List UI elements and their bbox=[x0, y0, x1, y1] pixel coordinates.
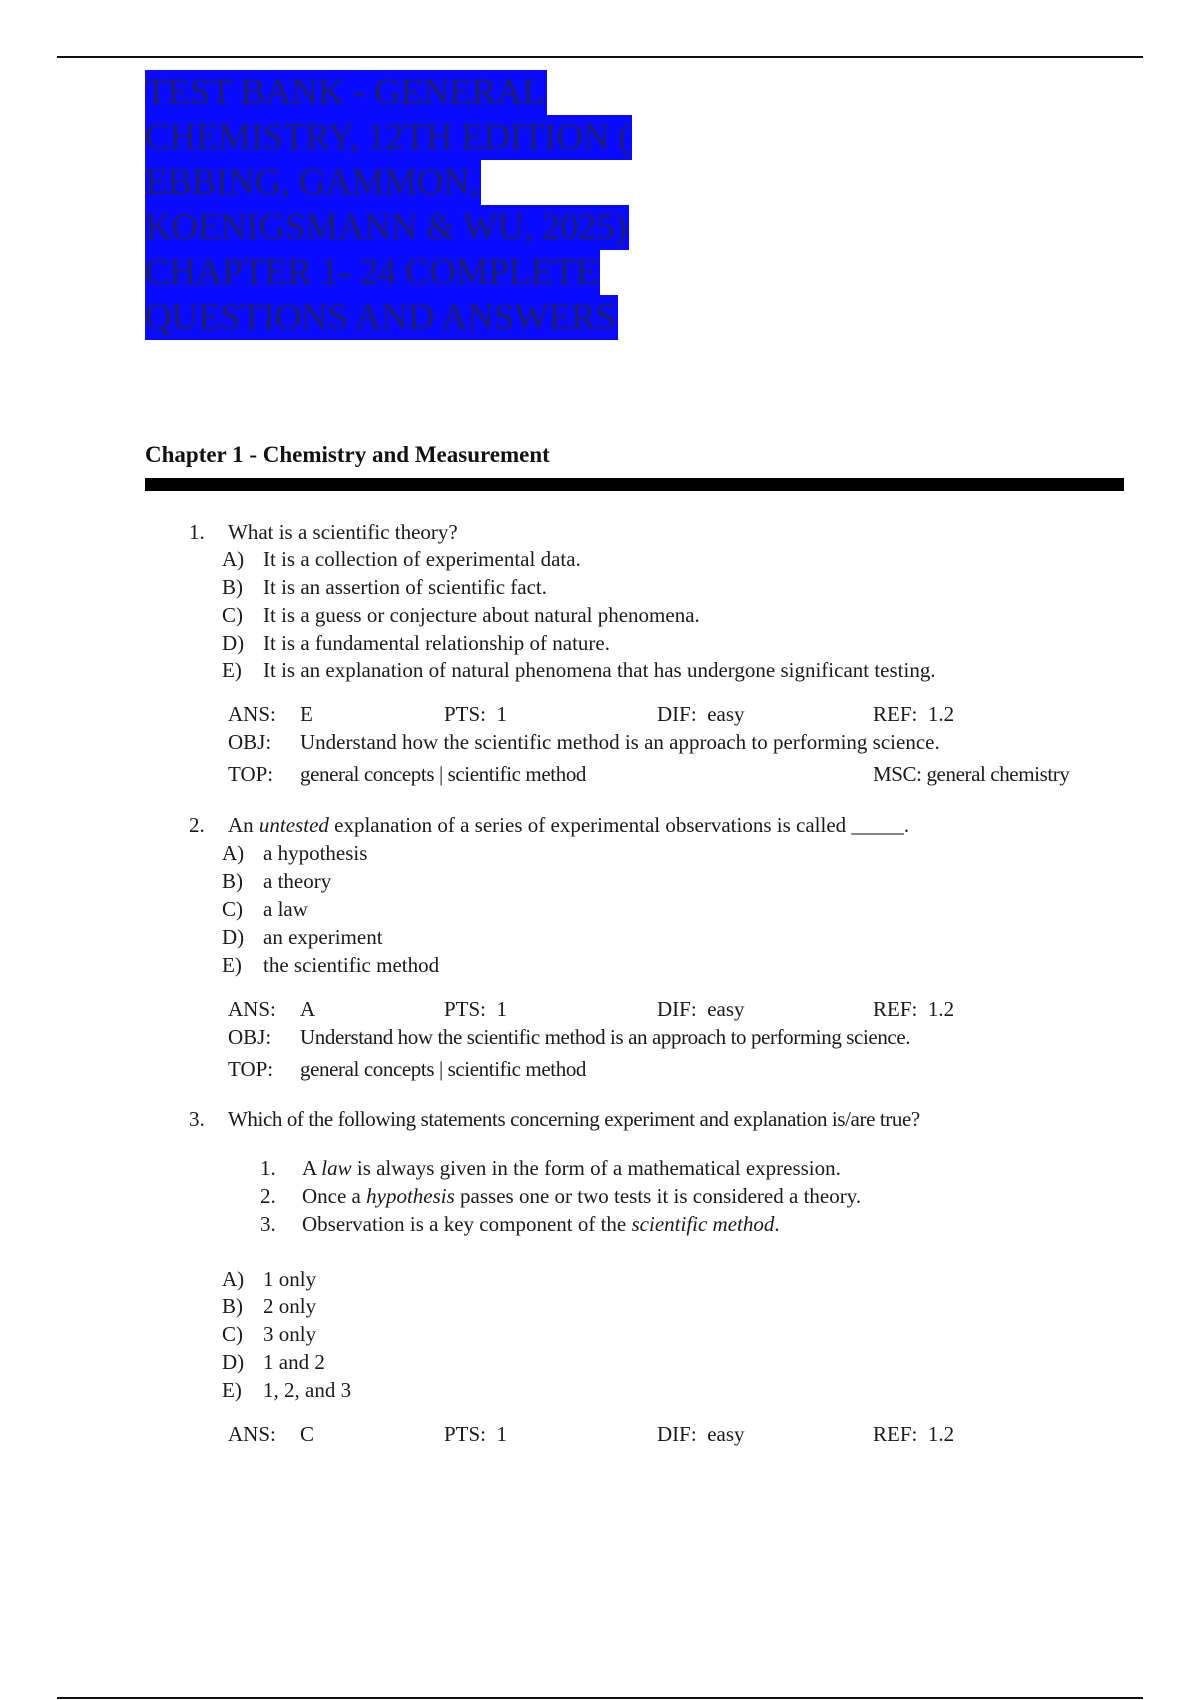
option-letter: E) bbox=[222, 953, 242, 977]
statement-emphasis: hypothesis bbox=[366, 1184, 455, 1208]
option-letter: A) bbox=[222, 841, 245, 865]
statement-number: 1. bbox=[260, 1156, 276, 1180]
ans-value: C bbox=[300, 1422, 315, 1446]
question-number: 1. bbox=[189, 520, 205, 544]
ref-field bbox=[873, 995, 954, 1023]
option-letter: D) bbox=[222, 631, 245, 655]
option-text: It is a collection of experimental data. bbox=[263, 547, 581, 571]
ref-field bbox=[873, 1420, 954, 1448]
option-letter: B) bbox=[222, 1294, 243, 1318]
top-label: TOP: bbox=[228, 762, 274, 786]
dif-label: DIF: bbox=[657, 702, 697, 726]
option-text: a law bbox=[263, 897, 308, 921]
option-letter: C) bbox=[222, 897, 243, 921]
obj-value: Understand how the scientific method is an approach to performing science. bbox=[300, 730, 940, 754]
option-text: 2 only bbox=[263, 1294, 317, 1318]
ref-value: 1.2 bbox=[927, 702, 955, 726]
option-letter: A) bbox=[222, 547, 245, 571]
stem-part: explanation of a series of experimental observations is called _____. bbox=[328, 813, 910, 837]
stem-part: An bbox=[228, 813, 259, 837]
pts-field bbox=[444, 700, 507, 728]
ans-value: A bbox=[300, 997, 316, 1021]
statement-part: passes one or two tests it is considered a theory. bbox=[454, 1184, 862, 1208]
statement-text bbox=[302, 1182, 861, 1210]
page-bottom-rule bbox=[57, 1697, 1143, 1699]
option-letter: C) bbox=[222, 1322, 243, 1346]
title-line: CHEMISTRY, 12TH EDITION ( bbox=[145, 117, 631, 158]
statement-text bbox=[302, 1210, 780, 1238]
obj-value: Understand how the scientific method is an approach to performing science. bbox=[300, 1025, 911, 1049]
dif-field bbox=[657, 995, 745, 1023]
statement-part: Observation is a key component of the bbox=[302, 1212, 632, 1236]
pts-value: 1 bbox=[496, 702, 508, 726]
pts-value: 1 bbox=[496, 997, 508, 1021]
option-letter: D) bbox=[222, 925, 245, 949]
msc-value: MSC: general chemistry bbox=[873, 762, 1070, 786]
title-line: KOENIGSMANN & WU, 2025) bbox=[145, 207, 627, 248]
pts-label: PTS: bbox=[444, 702, 487, 726]
question-stem bbox=[228, 811, 909, 839]
chapter-divider bbox=[145, 478, 1124, 491]
option-text: 1 and 2 bbox=[263, 1350, 325, 1374]
dif-value: easy bbox=[707, 1422, 745, 1446]
dif-value: easy bbox=[707, 702, 745, 726]
title-line: QUESTIONS AND ANSWERS bbox=[145, 297, 616, 338]
pts-field bbox=[444, 1420, 507, 1448]
question-number: 3. bbox=[189, 1107, 205, 1131]
statement-part: is always given in the form of a mathematical expression. bbox=[351, 1156, 841, 1180]
chapter-heading: Chapter 1 - Chemistry and Measurement bbox=[145, 442, 550, 467]
statement-number: 2. bbox=[260, 1184, 276, 1208]
option-letter: D) bbox=[222, 1350, 245, 1374]
option-text: 1 only bbox=[263, 1267, 317, 1291]
title-line: EBBING, GAMMON, bbox=[145, 162, 479, 203]
statement-emphasis: scientific method bbox=[631, 1212, 775, 1236]
statement-number: 3. bbox=[260, 1212, 276, 1236]
dif-label: DIF: bbox=[657, 997, 697, 1021]
dif-field bbox=[657, 700, 745, 728]
question-stem: Which of the following statements concerning experiment and explanation is/are true? bbox=[228, 1107, 920, 1131]
dif-value: easy bbox=[707, 997, 745, 1021]
ref-value: 1.2 bbox=[927, 997, 955, 1021]
statement-part: A bbox=[302, 1156, 322, 1180]
pts-value: 1 bbox=[496, 1422, 508, 1446]
top-label: TOP: bbox=[228, 1057, 274, 1081]
option-text: It is a guess or conjecture about natural phenomena. bbox=[263, 603, 700, 627]
option-letter: E) bbox=[222, 658, 242, 682]
ref-label: REF: bbox=[873, 1422, 918, 1446]
obj-label: OBJ: bbox=[228, 1025, 272, 1049]
ans-value: E bbox=[300, 702, 313, 726]
statement-part: . bbox=[774, 1212, 780, 1236]
option-text: an experiment bbox=[263, 925, 383, 949]
option-letter: B) bbox=[222, 869, 243, 893]
option-letter: C) bbox=[222, 603, 243, 627]
statement-part: Once a bbox=[302, 1184, 367, 1208]
option-text: It is an assertion of scientific fact. bbox=[263, 575, 547, 599]
dif-label: DIF: bbox=[657, 1422, 697, 1446]
document-title bbox=[145, 70, 632, 340]
top-value: general concepts | scientific method bbox=[300, 1057, 587, 1081]
dif-field bbox=[657, 1420, 745, 1448]
ref-label: REF: bbox=[873, 702, 918, 726]
top-value: general concepts | scientific method bbox=[300, 762, 587, 786]
ref-field bbox=[873, 700, 954, 728]
pts-label: PTS: bbox=[444, 997, 487, 1021]
page-top-rule bbox=[57, 56, 1143, 58]
option-text: a hypothesis bbox=[263, 841, 368, 865]
obj-label: OBJ: bbox=[228, 730, 272, 754]
ans-label: ANS: bbox=[228, 702, 276, 726]
option-text: It is an explanation of natural phenomena that has undergone significant testing. bbox=[263, 658, 936, 682]
statement-emphasis: law bbox=[321, 1156, 352, 1180]
option-text: a theory bbox=[263, 869, 332, 893]
ans-label: ANS: bbox=[228, 1422, 276, 1446]
option-letter: A) bbox=[222, 1267, 245, 1291]
option-text: 1, 2, and 3 bbox=[263, 1378, 352, 1402]
option-letter: B) bbox=[222, 575, 243, 599]
option-text: It is a fundamental relationship of nature. bbox=[263, 631, 610, 655]
ref-value: 1.2 bbox=[927, 1422, 955, 1446]
title-line: TEST BANK - GENERAL bbox=[145, 72, 545, 113]
question-number: 2. bbox=[189, 813, 205, 837]
pts-field bbox=[444, 995, 507, 1023]
title-line: CHAPTER 1- 24 COMPLETE bbox=[145, 252, 598, 293]
question-stem: What is a scientific theory? bbox=[228, 520, 458, 544]
pts-label: PTS: bbox=[444, 1422, 487, 1446]
option-text: 3 only bbox=[263, 1322, 317, 1346]
statement-text bbox=[302, 1154, 841, 1182]
ans-label: ANS: bbox=[228, 997, 276, 1021]
ref-label: REF: bbox=[873, 997, 918, 1021]
option-letter: E) bbox=[222, 1378, 242, 1402]
stem-emphasis: untested bbox=[258, 813, 329, 837]
option-text: the scientific method bbox=[263, 953, 440, 977]
